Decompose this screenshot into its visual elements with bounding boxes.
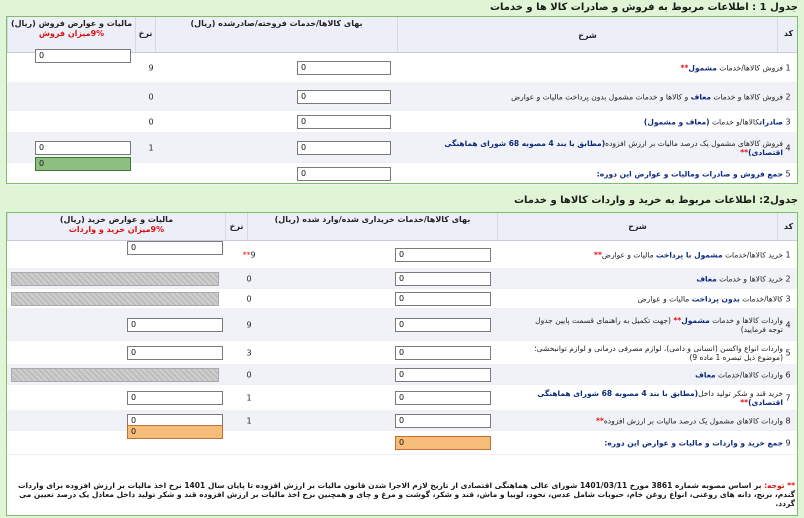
row-code: 5: [785, 169, 791, 178]
row-description: فروش کالاها و خدمات معاف و کالاها و خدمات مشمول بدون پرداخت مالیات و عوارض: [511, 92, 783, 101]
table-row: [7, 53, 797, 83]
rate-value: 0: [246, 294, 252, 303]
rate-value: 0: [246, 274, 252, 283]
value-input[interactable]: 0: [395, 368, 491, 382]
table-row: [7, 309, 797, 341]
tax-column-header: مالیات و عوارض فروش (ریال) 9%میزان فروش: [7, 17, 135, 52]
rate-value: 3: [246, 348, 252, 357]
table-row: [7, 289, 797, 309]
rate-value: 1: [246, 393, 252, 402]
row-description: فروش کالاهای مشمول یک درصد مالیات بر ارزش افزوده(مطابق با بند 4 مصوبه 68 شورای هماهنگی اقتصادی)**: [444, 138, 783, 157]
code-column-header: کد: [777, 17, 799, 52]
rate-value: 1: [246, 416, 252, 425]
value-input[interactable]: 0: [395, 272, 491, 286]
tax-input[interactable]: 0: [35, 49, 131, 63]
table2-title: جدول2: اطلاعات مربوط به خرید و واردات کالاها و خدمات: [514, 195, 798, 206]
table-row: [7, 341, 797, 365]
value-column-header: بهای کالاها/خدمات فروخته/صادرشده (ریال): [155, 17, 397, 52]
value-input[interactable]: 0: [297, 141, 391, 155]
rate-column-header: نرخ: [135, 17, 155, 52]
row-description: کالاها/خدمات بدون پرداخت مالیات و عوارض: [637, 294, 783, 303]
rate-value: 9: [246, 320, 252, 329]
sales-table: [6, 16, 798, 184]
value-input[interactable]: 0: [395, 414, 491, 428]
tax-input[interactable]: 0: [127, 318, 223, 332]
table-row: [7, 427, 797, 455]
table-row: [7, 159, 797, 185]
row-code: 2: [785, 92, 791, 101]
table-row: [7, 111, 797, 133]
value-input[interactable]: 0: [395, 292, 491, 306]
value-input[interactable]: 0: [297, 167, 391, 181]
row-description: جمع فروش و صادرات ومالیات و عوارض این دوره:: [596, 169, 783, 178]
disabled-field: [11, 368, 219, 382]
total-value-field[interactable]: 0: [395, 436, 491, 450]
row-code: 7: [785, 393, 791, 402]
row-code: 9: [785, 438, 791, 447]
value-input[interactable]: 0: [297, 115, 391, 129]
purchase-table: [6, 212, 798, 516]
rate-value: 0: [148, 92, 154, 101]
row-code: 2: [785, 274, 791, 283]
value-input[interactable]: 0: [297, 90, 391, 104]
row-description: واردات انواع واکسن (انسانی و دامی)، لوازم مصرفی درمانی و لوازم توانبخشی؛ (موضوع ذیل تبصره 1 ماده 9): [534, 343, 783, 362]
row-description: جمع خرید و واردات و مالیات و عوارض این دوره:: [604, 438, 783, 447]
rate-value: 9: [148, 63, 154, 72]
row-description: صادراتکالاها/و خدمات (معاف و مشمول): [643, 117, 783, 126]
rate-value: 1: [148, 143, 154, 152]
row-code: 1: [785, 63, 791, 72]
rate-value: 0: [148, 117, 154, 126]
total-tax-field[interactable]: 0: [35, 157, 131, 171]
row-code: 8: [785, 416, 791, 425]
row-description: واردات کالاهای مشمول یک درصد مالیات بر ارزش افزوده**: [595, 416, 783, 425]
row-description: واردات کالاها و خدمات مشمول** (جهت تکمیل به راهنمای قسمت پایین جدول توجه فرمایید): [535, 315, 783, 334]
disabled-field: [11, 292, 219, 306]
value-input[interactable]: 0: [395, 346, 491, 360]
disabled-field: [11, 272, 219, 286]
row-code: 6: [785, 370, 791, 379]
row-code: 5: [785, 348, 791, 357]
purchase-table-note: ** توجه: بر اساس مصوبه شماره 3861 مورخ 1401/03/11 شورای عالی هماهنگی اقتصادی از تاریخ لازم الاجرا شدن قانون مالیات بر ارزش افزوده تا پایان سال 1401 نرخ اخذ مالیات بر ارزش افزوده برای واردات گندم، برنج، دانه های روغنی، انواع روغن خام، حبوبات شامل عدس، نخود، لوبیا و ماش، قند و شکر، گوشت و مرغ و چای و همچنین نرخ اخذ مالیات بر ارزش افزوده قند و شکر تولید داخل معادل یک درصد تعیین می گردد.: [17, 481, 795, 508]
tax-input[interactable]: 0: [127, 346, 223, 360]
tax-column-header: مالیات و عوارض خرید (ریال) 9%میزان خرید و واردات: [7, 213, 225, 240]
desc-column-header: شرح: [397, 17, 777, 52]
value-input[interactable]: 0: [395, 391, 491, 405]
table-row: [7, 83, 797, 111]
row-code: 3: [785, 294, 791, 303]
sales-table-header: [7, 17, 797, 53]
table-row: [7, 269, 797, 289]
row-description: خرید کالاها و خدمات معاف: [696, 274, 783, 283]
total-tax-field[interactable]: 0: [127, 425, 223, 439]
tax-input[interactable]: 0: [127, 241, 223, 255]
row-description: خرید کالاها/خدمات مشمول با پرداخت مالیات و عوارض**: [594, 250, 783, 259]
value-input[interactable]: 0: [395, 248, 491, 262]
desc-column-header: شرح: [497, 213, 777, 240]
table-row: [7, 241, 797, 269]
row-code: 1: [785, 250, 791, 259]
row-description: فروش کالاها/خدمات مشمول**: [680, 63, 783, 72]
code-column-header: کد: [777, 213, 799, 240]
value-column-header: بهای کالاها/خدمات خریداری شده/وارد شده (ریال): [247, 213, 497, 240]
row-code: 4: [785, 143, 791, 152]
tax-input[interactable]: 0: [35, 141, 131, 155]
tax-input[interactable]: 0: [127, 391, 223, 405]
rate-column-header: نرخ: [225, 213, 247, 240]
value-input[interactable]: 0: [395, 318, 491, 332]
rate-value: **9: [242, 250, 256, 259]
row-description: خرید قند و شکر تولید داخل(مطابق با بند 4 مصوبه 68 شورای هماهنگی اقتصادی)**: [537, 388, 783, 407]
row-code: 4: [785, 320, 791, 329]
row-description: واردات کالاها/خدمات معاف: [695, 370, 783, 379]
rate-value: 0: [246, 370, 252, 379]
tax-input[interactable]: 0: [127, 414, 223, 428]
table1-title: جدول 1 : اطلاعات مربوط به فروش و صادرات کالا ها و خدمات: [489, 2, 798, 13]
purchase-table-header: [7, 213, 797, 241]
table-row: [7, 411, 797, 431]
table-row: [7, 365, 797, 385]
table-row: [7, 385, 797, 411]
row-code: 3: [785, 117, 791, 126]
value-input[interactable]: 0: [297, 61, 391, 75]
